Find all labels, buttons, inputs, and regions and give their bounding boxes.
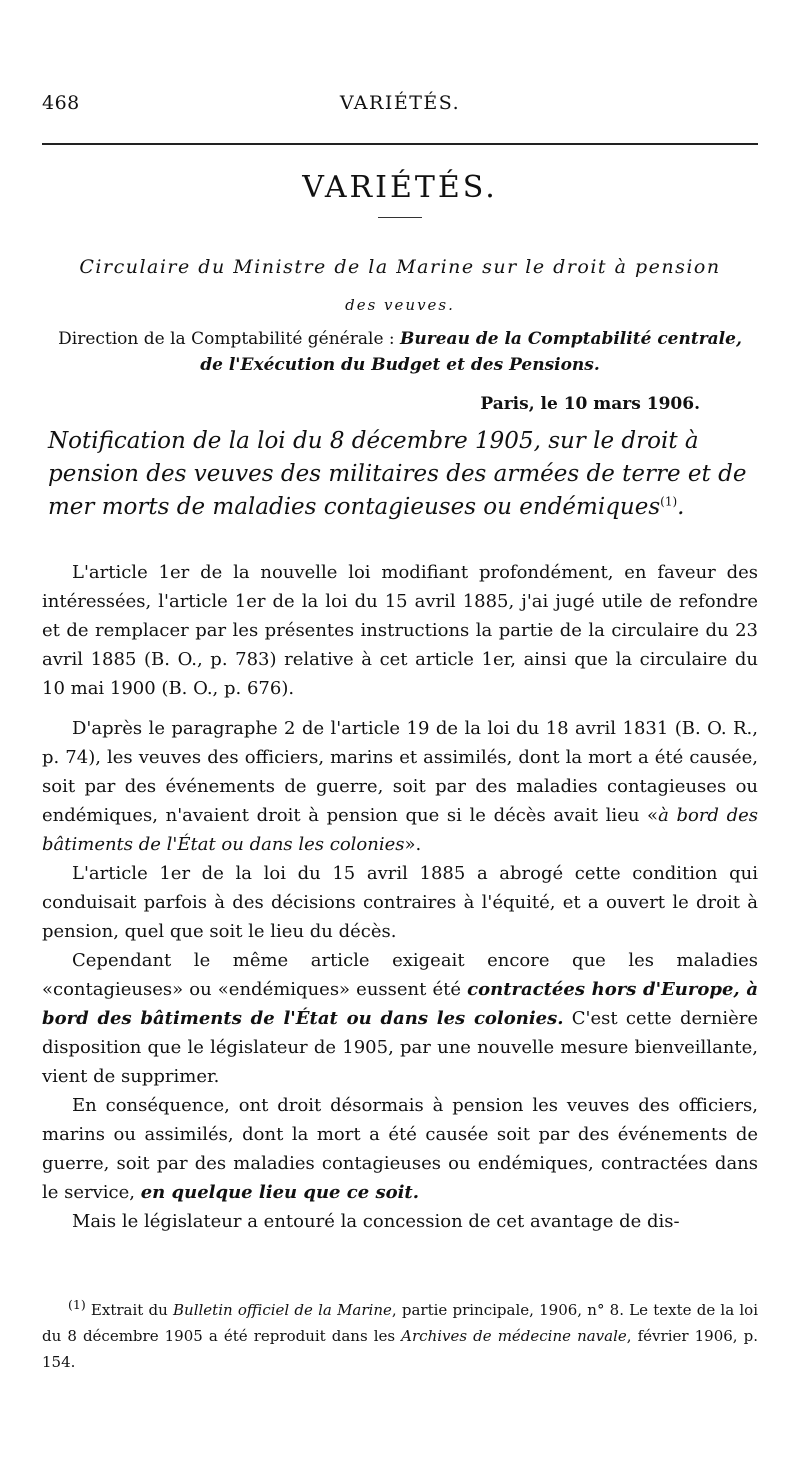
footnote-archives: Archives de médecine navale xyxy=(401,1327,627,1345)
footnote-text-e: , février 1906, p. 154. xyxy=(42,1327,758,1371)
footnote-bulletin: Bulletin officiel de la Marine xyxy=(173,1301,392,1319)
footnote xyxy=(42,1297,758,1375)
footnote-text-c: , partie principale, 1906, n° 8. Le texte de la loi du 8 décembre 1905 a été reproduit dans les xyxy=(42,1301,758,1345)
paragraph-2-quote: à bord des bâtiments de l'État ou dans les colonies xyxy=(42,805,759,855)
paragraph-5 xyxy=(42,1091,758,1207)
direction-line xyxy=(42,326,758,378)
paragraph-6: Mais le législateur a entouré la concession de cet avantage de dis- xyxy=(72,1211,680,1232)
section-title: VARIÉTÉS. xyxy=(302,170,498,205)
running-title: VARIÉTÉS. xyxy=(339,92,461,114)
paragraph-5-a: En conséquence, ont droit désormais à pension les veuves des officiers, marins ou assimilés, dont la mort a été causée soit par des événements de guerre, soit par des maladies contagieuses ou endémiques, contractées dans le service, xyxy=(42,1095,758,1203)
paragraph-2-a: D'après le paragraphe 2 de l'article 19 de la loi du 18 avril 1831 (B. O. R., p. 74), les veuves des officiers, marins et assimilés, dont la mort a été causée, soit par des événements de guerre, soit par des maladies contagieuses ou endémiques, n'avaient droit à pension que si le décès avait lieu « xyxy=(42,718,758,826)
notification-end: . xyxy=(677,494,685,520)
direction-prefix: Direction de la Comptabilité générale : xyxy=(58,329,401,349)
circular-title-line2: des veuves. xyxy=(345,296,455,314)
dateline: Paris, le 10 mars 1906. xyxy=(480,394,700,414)
paragraph-3: L'article 1er de la loi du 15 avril 1885 a abrogé cette condition qui conduisait parfois à des décisions contraires à l'équité, et a ouvert le droit à pension, quel que soit le lieu du décès. xyxy=(42,863,758,942)
bureau-name-1: Bureau de la Comptabilité centrale, xyxy=(400,329,742,349)
bureau-name-2: de l'Exécution du Budget et des Pensions. xyxy=(200,355,600,375)
paragraph-5-emphasis: en quelque lieu que ce soit. xyxy=(140,1182,420,1203)
paragraph-4-c: C'est cette dernière disposition que le législateur de 1905, par une nouvelle mesure bienveillante, vient de supprimer. xyxy=(42,1008,758,1087)
notification-text: Notification de la loi du 8 décembre 1905, sur le droit à pension des veuves des militaires des armées de terre et de mer morts de maladies contagieuses ou endémiques xyxy=(48,428,747,520)
footnote-text-a: Extrait du xyxy=(85,1301,174,1319)
circular-title xyxy=(42,248,758,324)
paragraph-2-end: ». xyxy=(404,834,422,855)
paragraph-4 xyxy=(42,946,758,1091)
footnote-marker: (1) xyxy=(68,1297,86,1312)
page-number: 468 xyxy=(42,92,80,114)
circular-title-line1: Circulaire du Ministre de la Marine sur le droit à pension xyxy=(79,256,721,278)
header-rule xyxy=(42,143,758,145)
section-divider xyxy=(378,217,422,218)
body-text xyxy=(42,558,758,1236)
paragraph-1: L'article 1er de la nouvelle loi modifiant profondément, en faveur des intéressées, l'article 1er de la loi du 15 avril 1885, j'ai jugé utile de refondre et de remplacer par les présentes instructions la partie de la circulaire du 23 avril 1885 (B. O., p. 783) relative à cet article 1er, ainsi que la circulaire du 10 mai 1900 (B. O., p. 676). xyxy=(42,562,758,699)
notification-heading xyxy=(48,425,758,524)
paragraph-4-emphasis: contractées hors d'Europe, à bord des bâtiments de l'État ou dans les colonies. xyxy=(42,979,758,1029)
paragraph-2 xyxy=(42,714,758,859)
paragraph-4-a: Cependant le même article exigeait encore que les maladies «contagieuses» ou «endémiques» eussent été xyxy=(42,950,758,1000)
running-head xyxy=(42,88,758,122)
footnote-reference: (1) xyxy=(660,494,678,509)
